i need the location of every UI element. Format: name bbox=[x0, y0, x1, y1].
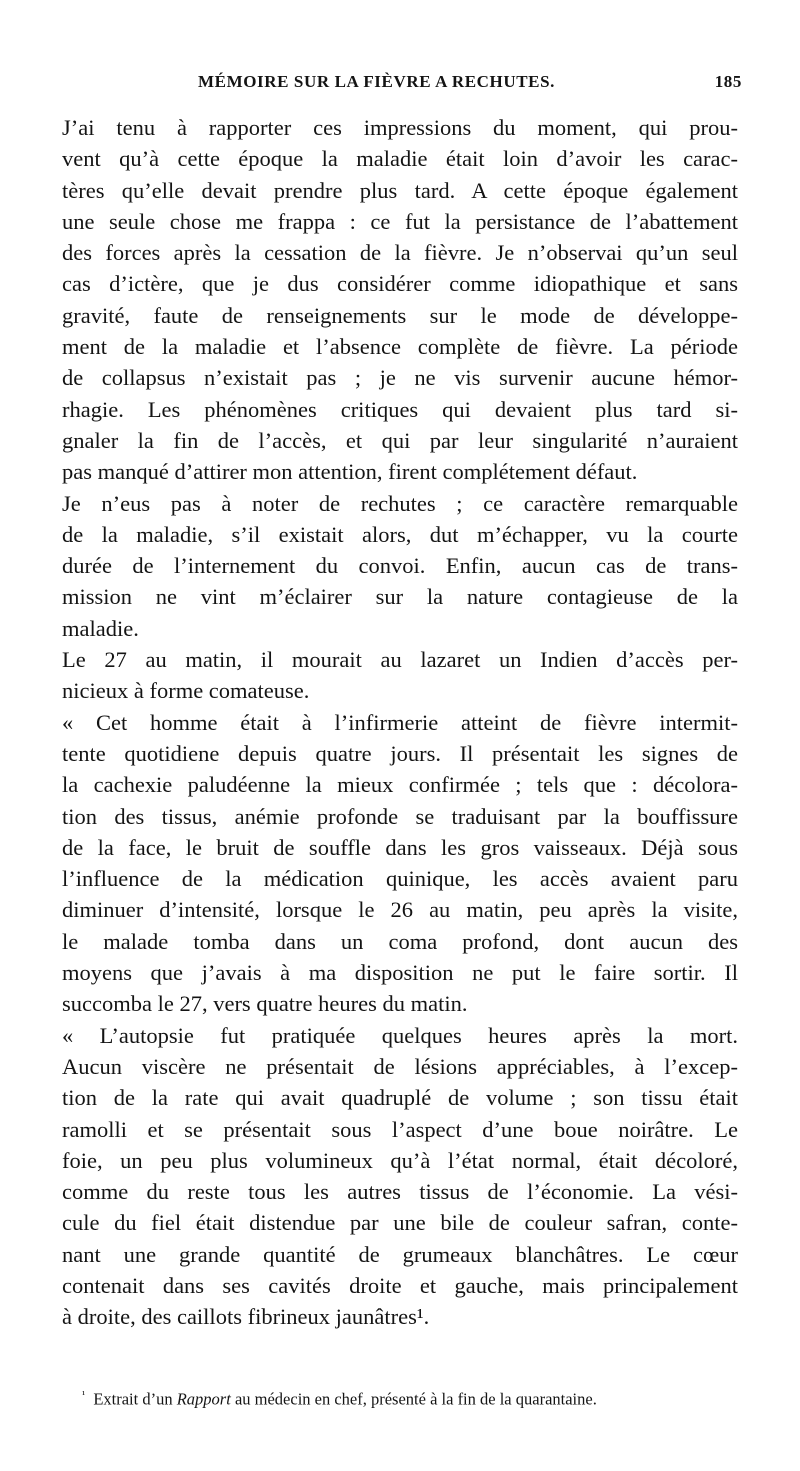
text-line: des forces après la cessation de la fièvre. Je n’observai qu’un seul bbox=[62, 240, 738, 266]
text-line: nicieux à forme comateuse. bbox=[62, 678, 310, 704]
text-line: à droite, des caillots fibrineux jaunâtres¹. bbox=[62, 1304, 430, 1330]
text-line: ment de la maladie et l’absence complète de fièvre. La période bbox=[62, 334, 738, 360]
text-line: succomba le 27, vers quatre heures du matin. bbox=[62, 991, 468, 1017]
text-line: pas manqué d’attirer mon attention, firent complétement défaut. bbox=[62, 459, 638, 485]
text-line: contenait dans ses cavités droite et gauche, mais principalement bbox=[62, 1272, 738, 1298]
text-line: foie, un peu plus volumineux qu’à l’état normal, était décoloré, bbox=[62, 1147, 738, 1173]
text-line: tion des tissus, anémie profonde se traduisant par la bouffissure bbox=[62, 803, 738, 829]
text-line: rhagie. Les phénomènes critiques qui devaient plus tard si- bbox=[62, 396, 738, 422]
running-title: MÉMOIRE SUR LA FIÈVRE A RECHUTES. bbox=[198, 72, 556, 91]
text-line: tente quotidiene depuis quatre jours. Il présentait les signes de bbox=[62, 740, 738, 766]
text-line: comme du reste tous les autres tissus de l’économie. La vési- bbox=[62, 1179, 738, 1205]
text-line: J’ai tenu à rapporter ces impressions du moment, qui prou- bbox=[62, 115, 738, 140]
paragraph bbox=[62, 644, 738, 707]
footnote-marker: ¹ bbox=[82, 1389, 86, 1401]
text-line: l’influence de la médication quinique, les accès avaient paru bbox=[62, 866, 738, 892]
text-line: ramolli et se présentait sous l’aspect d’une boue noirâtre. Le bbox=[62, 1116, 738, 1142]
text-line: moyens que j’avais à ma disposition ne put le faire sortir. Il bbox=[62, 960, 738, 986]
text-line: de la maladie, s’il existait alors, dut m’échapper, vu la courte bbox=[62, 521, 738, 547]
text-line: Je n’eus pas à noter de rechutes ; ce caractère remarquable bbox=[62, 490, 738, 516]
text-line: tères qu’elle devait prendre plus tard. A cette époque également bbox=[62, 177, 738, 203]
text-line: durée de l’internement du convoi. Enfin, aucun cas de trans- bbox=[62, 553, 738, 579]
text-line: de la face, le bruit de souffle dans les gros vaisseaux. Déjà sous bbox=[62, 834, 738, 860]
text-line: cule du fiel était distendue par une bile de couleur safran, conte- bbox=[62, 1210, 738, 1236]
text-line: mission ne vint m’éclairer sur la nature contagieuse de la bbox=[62, 584, 738, 610]
paragraph bbox=[62, 707, 738, 1020]
text-line: « L’autopsie fut pratiquée quelques heures après la mort. bbox=[62, 1022, 738, 1048]
text-line: de collapsus n’existait pas ; je ne vis survenir aucune hémor- bbox=[62, 365, 738, 391]
paragraph bbox=[62, 112, 738, 488]
text-line: Le 27 au matin, il mourait au lazaret un Indien d’accès per- bbox=[62, 647, 738, 673]
text-line: une seule chose me frappa : ce fut la persistance de l’abattement bbox=[62, 208, 738, 234]
text-line: Aucun viscère ne présentait de lésions appréciables, à l’excep- bbox=[62, 1053, 738, 1079]
page-number: 185 bbox=[714, 72, 742, 91]
body-text bbox=[62, 112, 738, 1333]
paragraph bbox=[62, 1020, 738, 1333]
text-line: cas d’ictère, que je dus considérer comme idiopathique et sans bbox=[62, 271, 738, 297]
running-header bbox=[150, 72, 742, 102]
footnote bbox=[82, 1384, 742, 1411]
paragraph bbox=[62, 488, 738, 644]
text-line: gravité, faute de renseignements sur le mode de développe- bbox=[62, 302, 738, 328]
text-line: nant une grande quantité de grumeaux blanchâtres. Le cœur bbox=[62, 1241, 738, 1267]
text-line: maladie. bbox=[62, 615, 139, 641]
text-line: le malade tomba dans un coma profond, dont aucun des bbox=[62, 928, 738, 954]
text-line: gnaler la fin de l’accès, et qui par leur singularité n’auraient bbox=[62, 427, 738, 453]
text-line: la cachexie paludéenne la mieux confirmée ; tels que : décolora- bbox=[62, 772, 738, 798]
text-line: tion de la rate qui avait quadruplé de volume ; son tissu était bbox=[62, 1085, 738, 1111]
footnote-text-after: au médecin en chef, présenté à la fin de la quarantaine. bbox=[230, 1389, 597, 1409]
footnote-italic: Rapport bbox=[176, 1389, 231, 1409]
text-line: diminuer d’intensité, lorsque le 26 au matin, peu après la visite, bbox=[62, 897, 738, 923]
footnote-text-before: Extrait d’un bbox=[93, 1389, 177, 1409]
text-line: « Cet homme était à l’infirmerie atteint de fièvre intermit- bbox=[62, 709, 738, 735]
text-line: vent qu’à cette époque la maladie était loin d’avoir les carac- bbox=[62, 146, 738, 172]
